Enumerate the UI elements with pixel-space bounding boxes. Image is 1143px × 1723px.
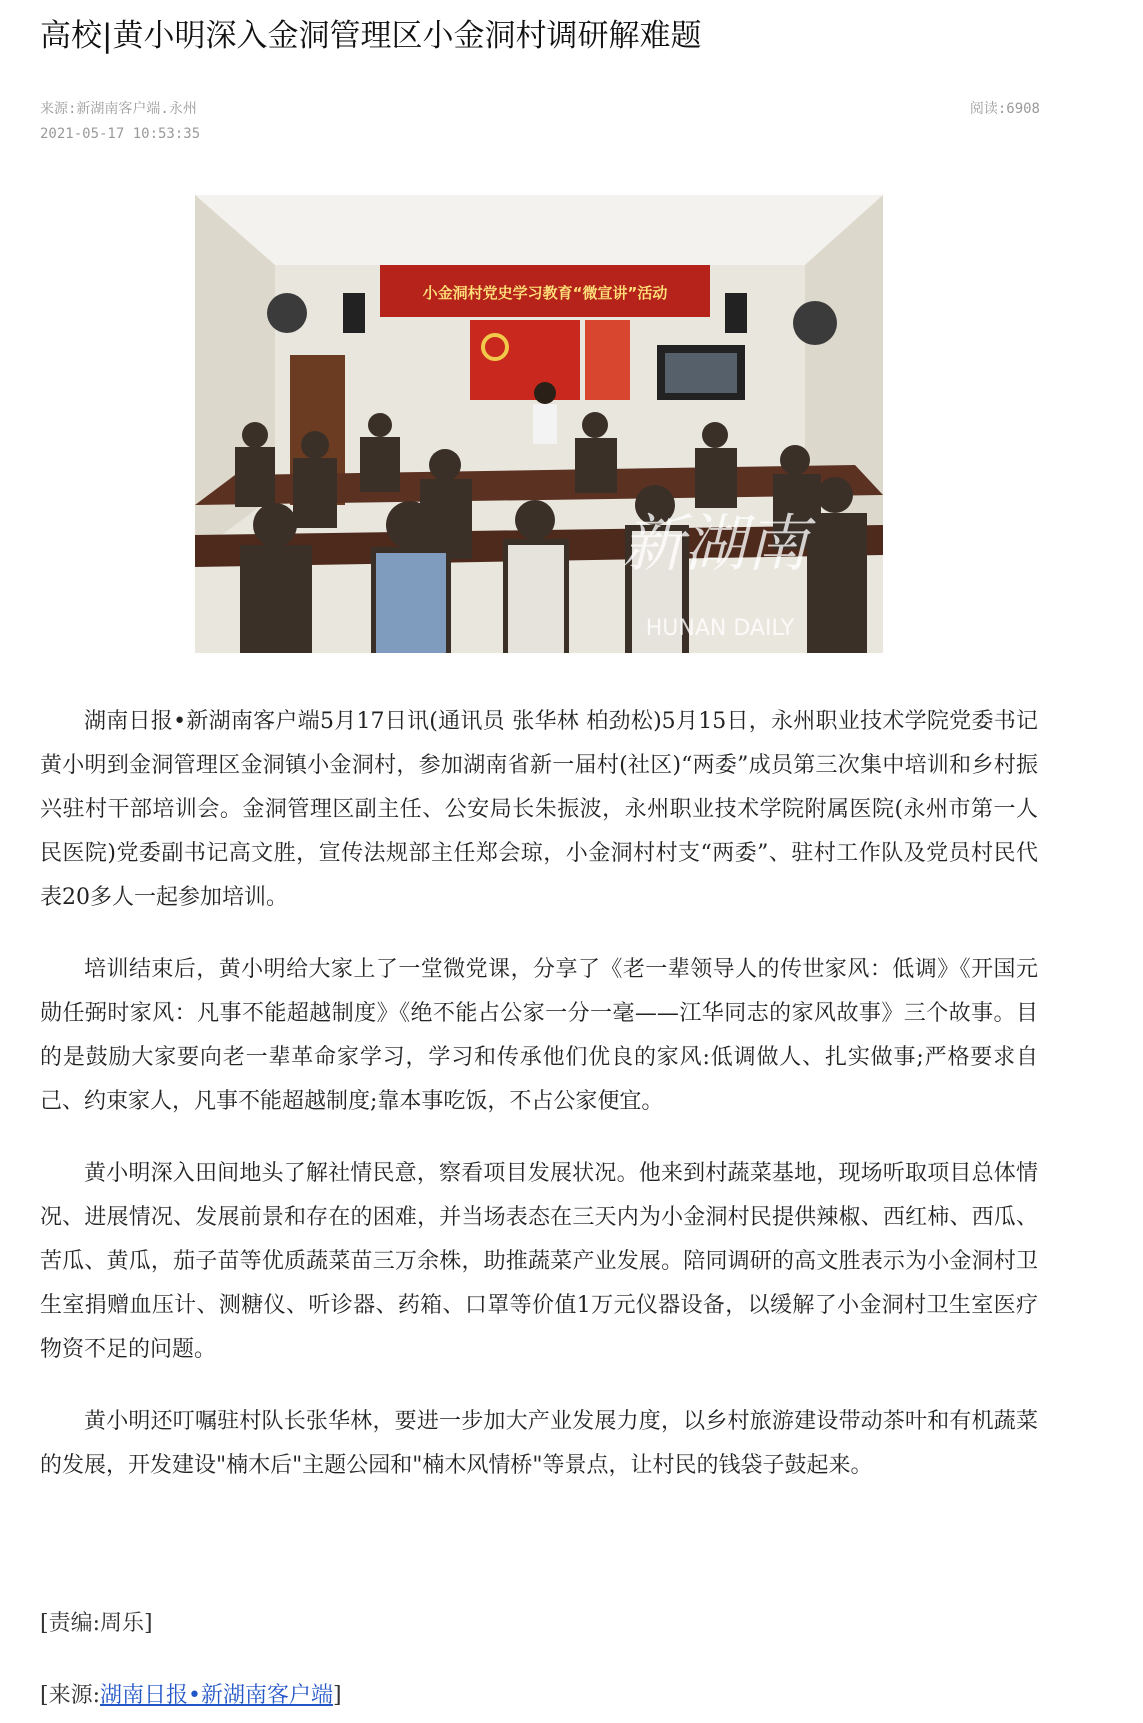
watermark-english: HUNAN DAILY bbox=[645, 616, 795, 641]
footer-source bbox=[40, 1680, 342, 1712]
footer-source-suffix: ] bbox=[332, 1683, 342, 1708]
paragraph: 湖南日报•新湖南客户端5月17日讯(通讯员 张华林 柏劲松)5月15日，永州职业技术学院党委书记黄小明到金洞管理区金洞镇小金洞村，参加湖南省新一届村(社区)“两委”成员第三次集中培训和乡村振兴驻村干部培训会。金洞管理区副主任、公安局长朱振波，永州职业技术学院附属医院(永州市第一人民医院)党委副书记高文胜，宣传法规部主任郑会琼，小金洞村村支“两委”、驻村工作队及党员村民代表20多人一起参加培训。 bbox=[40, 709, 1038, 910]
article-meta bbox=[40, 97, 1040, 147]
source-line: 来源:新湖南客户端.永州 bbox=[40, 101, 197, 117]
paragraph: 培训结束后，黄小明给大家上了一堂微党课，分享了《老一辈领导人的传世家风：低调》《开国元勋任弼时家风：凡事不能超越制度》《绝不能占公家一分一毫——江华同志的家风故事》三个故事。目的是鼓励大家要向老一辈革命家学习，学习和传承他们优良的家风:低调做人、扎实做事;严格要求自己、约束家人，凡事不能超越制度;靠本事吃饭，不占公家便宜。 bbox=[40, 957, 1038, 1114]
article-photo bbox=[195, 195, 883, 653]
editor-credit: [责编:周乐] bbox=[40, 1611, 153, 1636]
watermark-chinese: 新湖南 bbox=[621, 507, 809, 580]
source-link[interactable]: 湖南日报•新湖南客户端 bbox=[100, 1683, 333, 1708]
paragraph: 黄小明深入田间地头了解社情民意，察看项目发展状况。他来到村蔬菜基地，现场听取项目总体情况、进展情况、发展前景和存在的困难，并当场表态在三天内为小金洞村民提供辣椒、西红柿、西瓜、苦瓜、黄瓜，茄子苗等优质蔬菜苗三万余株，助推蔬菜产业发展。陪同调研的高文胜表示为小金洞村卫生室捐赠血压计、测糖仪、听诊器、药箱、口罩等价值1万元仪器设备，以缓解了小金洞村卫生室医疗物资不足的问题。 bbox=[40, 1161, 1038, 1362]
paragraph: 黄小明还叮嘱驻村队长张华林，要进一步加大产业发展力度，以乡村旅游建设带动茶叶和有机蔬菜的发展，开发建设"楠木后"主题公园和"楠木风情桥"等景点，让村民的钱袋子鼓起来。 bbox=[40, 1409, 1038, 1478]
view-count: 阅读:6908 bbox=[969, 101, 1040, 117]
meeting-room-photo bbox=[195, 195, 883, 653]
footer-source-prefix: [来源: bbox=[40, 1683, 100, 1708]
publish-datetime: 2021-05-17 10:53:35 bbox=[40, 126, 201, 142]
article-title: 高校|黄小明深入金洞管理区小金洞村调研解难题 bbox=[40, 18, 702, 54]
article-body bbox=[40, 700, 1038, 1516]
banner-text: 小金洞村党史学习教育“微宣讲”活动 bbox=[422, 284, 668, 302]
